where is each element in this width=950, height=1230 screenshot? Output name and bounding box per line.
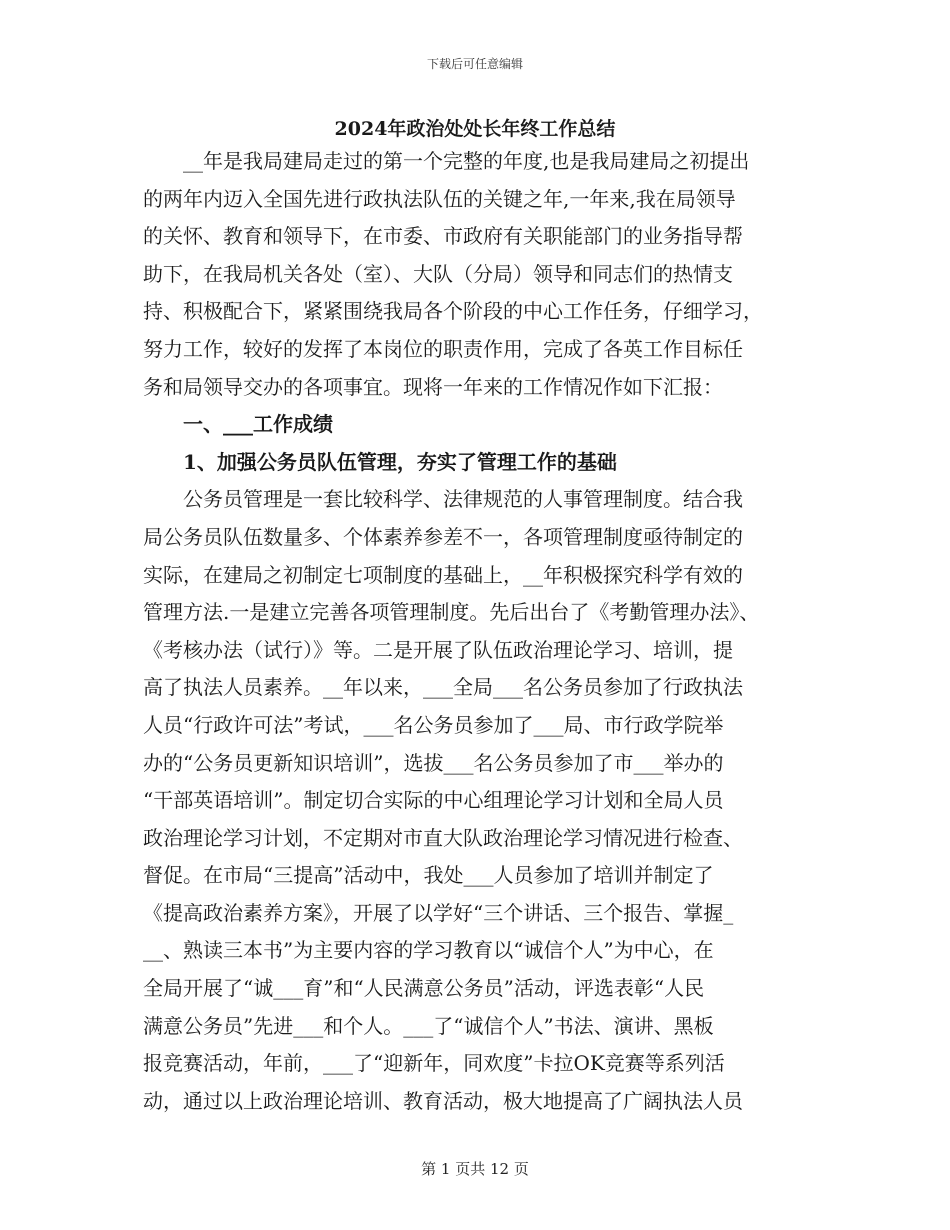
paragraph-line: 持、积极配合下，紧紧围绕我局各个阶段的中心工作任务，仔细学习， xyxy=(143,299,763,324)
paragraph-line: 的两年内迈入全国先进行政执法队伍的关键之年,一年来,我在局领导 xyxy=(143,186,736,211)
paragraph-line: 高了执法人员素养。__年以来，___全局___名公务员参加了行政执法 xyxy=(143,675,743,700)
header-note: 下载后可任意编辑 xyxy=(426,57,523,71)
paragraph-line: 实际，在建局之初制定七项制度的基础上，__年积极探究科学有效的 xyxy=(143,562,743,587)
paragraph-line: 公务员管理是一套比较科学、法律规范的人事管理制度。结合我 xyxy=(143,487,743,512)
paragraph-line: 务和局领导交办的各项事宜。现将一年来的工作情况作如下汇报： xyxy=(143,374,723,399)
paragraph-line: 助下，在我局机关各处（室）、大队（分局）领导和同志们的热情支 xyxy=(143,261,733,286)
paragraph-line: “干部英语培训”。制定切合实际的中心组理论学习计划和全局人员 xyxy=(143,788,724,813)
paragraph-line: 管理方法.一是建立完善各项管理制度。先后出台了《考勤管理办法》、 xyxy=(143,600,760,625)
paragraph-line: 报竞赛活动，年前，___了“迎新年，同欢度”卡拉OK竞赛等系列活 xyxy=(143,1051,725,1076)
paragraph-line: 办的“公务员更新知识培训”，选拔___名公务员参加了市___举办的 xyxy=(143,750,724,775)
document-body xyxy=(143,143,843,1120)
paragraph-line: 全局开展了“诚___育”和“人民满意公务员”活动，评选表彰“人民 xyxy=(143,976,705,1001)
page-footer: 第 1 页共 12 页 xyxy=(421,1160,529,1178)
document-title: 2024年政治处处长年终工作总结 xyxy=(334,118,616,140)
section-heading-line: 1、加强公务员队伍管理，夯实了管理工作的基础 xyxy=(143,449,617,474)
paragraph-line: 的关怀、教育和领导下，在市委、市政府有关职能部门的业务指导帮 xyxy=(143,224,743,249)
paragraph-line: __、熟读三本书”为主要内容的学习教育以“诚信个人”为中心，在 xyxy=(143,938,714,963)
paragraph-line: 人员“行政许可法”考试，___名公务员参加了___局、市行政学院举 xyxy=(143,712,724,737)
paragraph-line: 《提高政治素养方案》，开展了以学好“三个讲话、三个报告、掌握_ xyxy=(143,900,734,925)
section-heading-line: 一、___工作成绩 xyxy=(143,412,333,437)
paragraph-line: 督促。在市局“三提高”活动中，我处___人员参加了培训并制定了 xyxy=(143,863,714,888)
paragraph-line: __年是我局建局走过的第一个完整的年度,也是我局建局之初提出 xyxy=(143,149,750,173)
paragraph-line: 动，通过以上政治理论培训、教育活动，极大地提高了广阔执法人员 xyxy=(143,1088,743,1113)
paragraph-line: 努力工作，较好的发挥了本岗位的职责作用，完成了各英工作目标任 xyxy=(143,336,743,361)
paragraph-line: 政治理论学习计划，不定期对市直大队政治理论学习情况进行检查、 xyxy=(143,825,743,850)
paragraph-line: 满意公务员”先进___和个人。___了“诚信个人”书法、演讲、黑板 xyxy=(143,1013,714,1038)
paragraph-line: 局公务员队伍数量多、个体素养参差不一，各项管理制度亟待制定的 xyxy=(143,524,743,549)
paragraph-line: 《考核办法（试行）》等。二是开展了队伍政治理论学习、培训，提 xyxy=(143,637,733,662)
